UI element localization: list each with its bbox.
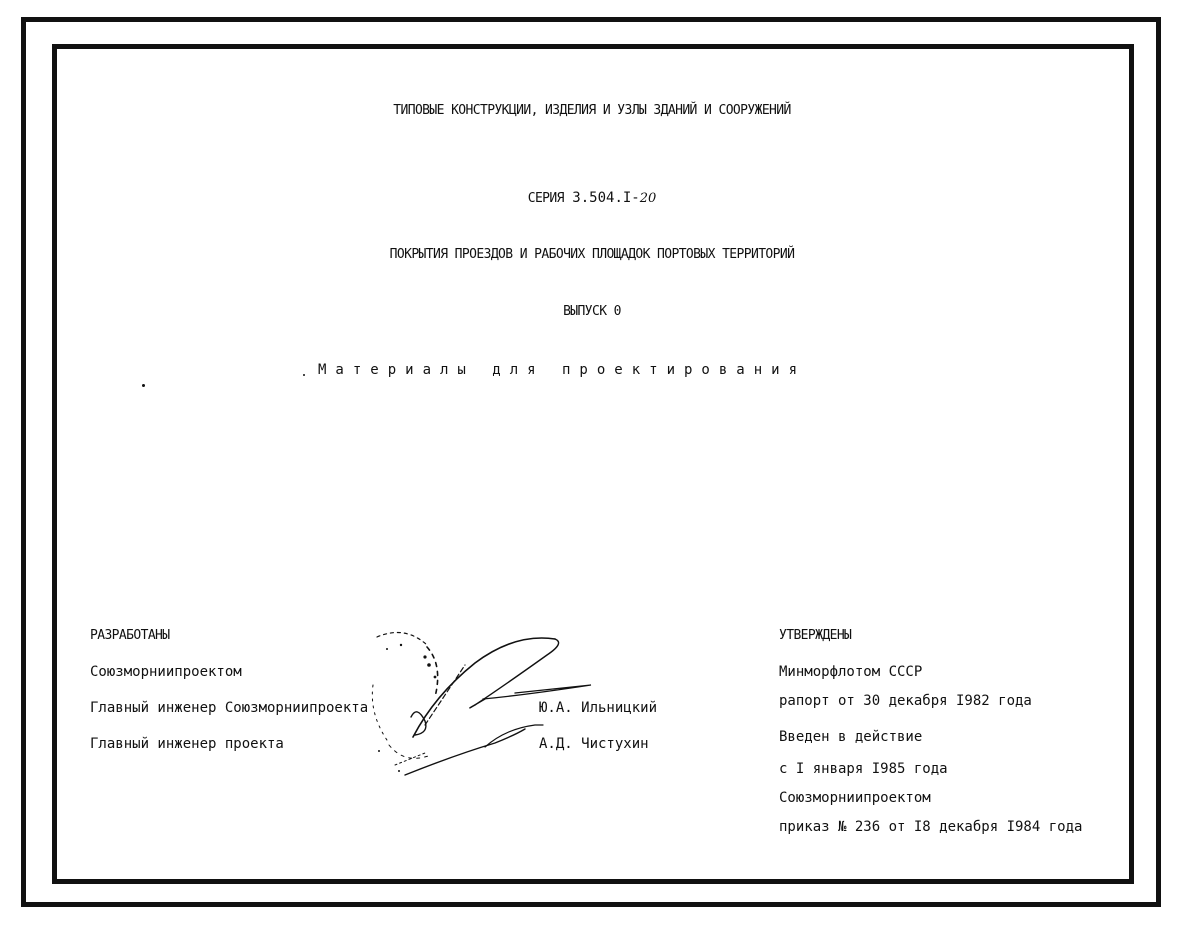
series-number: 3.504.I- [572, 190, 640, 206]
chief-engineer-org-title: Главный инженер Союзморниипроекта [90, 700, 369, 716]
chief-engineer-org-name: Ю.А. Ильницкий [539, 700, 658, 716]
series-label: СЕРИЯ [527, 191, 564, 206]
effective-heading: Введен в действие [779, 729, 923, 745]
approved-report: рапорт от 30 декабря I982 года [779, 693, 1032, 709]
series-handwritten-number: 20 [639, 191, 657, 206]
developed-organization: Союзморниипроектом [90, 664, 242, 680]
effective-date: с I января I985 года [779, 761, 948, 777]
collection-title: ТИПОВЫЕ КОНСТРУКЦИИ, ИЗДЕЛИЯ И УЗЛЫ ЗДАНИЙ И СООРУЖЕНИЙ [393, 103, 791, 118]
approved-heading: УТВЕРЖДЕНЫ [779, 628, 852, 643]
approved-organization: Союзморниипроектом [779, 790, 931, 806]
chief-engineer-project-name: А.Д. Чистухин [539, 736, 649, 752]
chief-engineer-project-title: Главный инженер проекта [90, 736, 284, 752]
series-line [0, 189, 1184, 208]
developed-heading: РАЗРАБОТАНЫ [90, 628, 170, 643]
approved-order: приказ № 236 от I8 декабря I984 года [779, 819, 1083, 835]
subject-title: ПОКРЫТИЯ ПРОЕЗДОВ И РАБОЧИХ ПЛОЩАДОК ПОРТОВЫХ ТЕРРИТОРИЙ [389, 247, 795, 262]
stray-dot [303, 374, 305, 376]
signature-image [365, 625, 595, 785]
approved-ministry: Минморфлотом СССР [779, 664, 923, 680]
issue-number: ВЫПУСК 0 [563, 304, 621, 319]
stray-dot [142, 384, 145, 387]
materials-subtitle: Материалы для проектирования [318, 362, 807, 378]
